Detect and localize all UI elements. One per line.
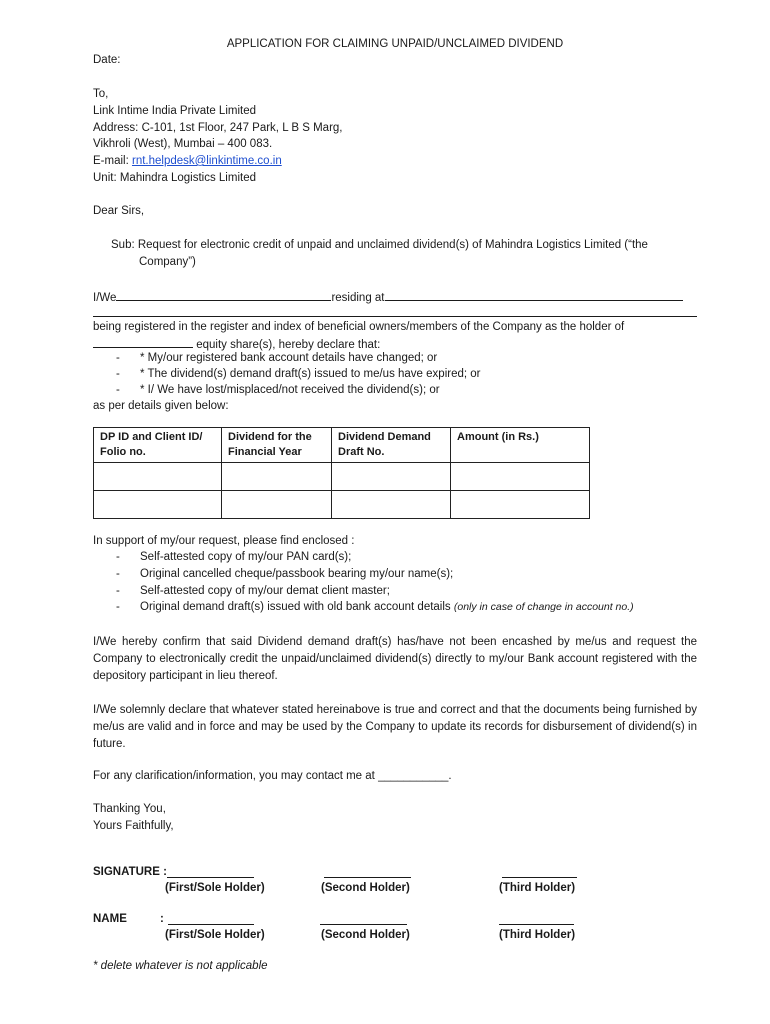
name-blank[interactable] [116,288,331,301]
enclosure-item: Original demand draft(s) issued with old bank account details [140,601,451,613]
address-blank[interactable] [385,288,683,301]
address-line2: Vikhroli (West), Mumbai – 400 083. [93,138,273,150]
enclosures-intro: In support of my/our request, please find enclosed : [93,535,355,547]
footnote: * delete whatever is not applicable [93,960,268,972]
holder-label-second: (Second Holder) [321,929,410,941]
bullet-dash: - [116,585,120,597]
equity-text: equity share(s), hereby declare that: [196,339,381,351]
address-to: To, [93,88,109,100]
email-link[interactable]: rnt.helpdesk@linkintime.co.in [131,155,282,167]
signature-second-line[interactable] [324,877,411,878]
as-per-text: as per details given below: [93,400,229,412]
residing-label: residing at [331,292,385,304]
table-cell[interactable] [451,463,590,491]
enclosure-item-row [140,600,634,614]
share-count-blank[interactable] [93,335,193,348]
table-cell[interactable] [222,491,332,519]
address-line1: Address: C-101, 1st Floor, 247 Park, L B S Marg, [93,122,343,134]
header-amount: Amount (in Rs.) [451,428,590,463]
details-table [93,427,590,519]
declaration-option: * My/our registered bank account details have changed; or [140,352,438,364]
address-company: Link Intime India Private Limited [93,105,256,117]
header-dp-id: DP ID and Client ID/ Folio no. [94,428,222,463]
contact-text: For any clarification/information, you may contact me at ___________. [93,770,452,782]
name-first-line[interactable] [168,924,254,925]
bullet-dash: - [116,551,120,563]
bullet-dash: - [116,568,120,580]
name-colon: : [160,913,164,925]
bullet-dash: - [116,368,120,380]
enclosure-item: Original cancelled cheque/passbook bearing my/our name(s); [140,568,454,580]
table-row [94,463,590,491]
address-blank-line2[interactable] [93,316,697,317]
closing-yours: Yours Faithfully, [93,820,174,832]
table-cell[interactable] [222,463,332,491]
subject-line1: Sub: Request for electronic credit of unpaid and unclaimed dividend(s) of Mahindra Logistics Limited (“the [111,239,648,251]
table-header-row [94,428,590,463]
holder-label-third: (Third Holder) [499,882,576,894]
salutation: Dear Sirs, [93,205,145,217]
confirm-paragraph: I/We hereby confirm that said Dividend demand draft(s) has/have not been encashed by me/us and request the Company to electronically credit the unpaid/unclaimed dividend(s) directly to my/our Bank account registered with the depository participant in lieu thereof. [93,636,697,682]
holder-label-second: (Second Holder) [321,882,410,894]
declaration-iwe-row [93,288,683,305]
subject-line2: Company”) [139,256,196,268]
name-third-line[interactable] [499,924,574,925]
solemn-paragraph: I/We solemnly declare that whatever stated hereinabove is true and correct and that the documents being furnished by me/us are valid and in force and may be used by the Company to update its records for disbursement of dividend(s) in future. [93,704,697,750]
table-cell[interactable] [94,491,222,519]
table-cell[interactable] [332,463,451,491]
name-label: NAME [93,913,127,925]
table-cell[interactable] [451,491,590,519]
being-registered-text: being registered in the register and index of beneficial owners/members of the Company as the holder of [93,321,625,333]
header-financial-year: Dividend for the Financial Year [222,428,332,463]
signature-third-line[interactable] [502,877,577,878]
email-label: E-mail: [93,155,132,167]
signature-first-line[interactable] [167,877,254,878]
table-cell[interactable] [94,463,222,491]
name-second-line[interactable] [320,924,407,925]
iwe-label: I/We [93,292,117,304]
holder-label-first: (First/Sole Holder) [165,882,265,894]
enclosure-item: Self-attested copy of my/our demat client master; [140,585,390,597]
address-email-row [93,154,282,168]
address-unit: Unit: Mahindra Logistics Limited [93,172,256,184]
equity-row [93,335,380,352]
holder-label-third: (Third Holder) [499,929,576,941]
table-cell[interactable] [332,491,451,519]
bullet-dash: - [116,601,120,613]
closing-thanks: Thanking You, [93,803,166,815]
holder-label-first: (First/Sole Holder) [165,929,265,941]
table-row [94,491,590,519]
bullet-dash: - [116,384,120,396]
header-draft-no: Dividend Demand Draft No. [332,428,451,463]
document-title: APPLICATION FOR CLAIMING UNPAID/UNCLAIMED DIVIDEND [226,38,564,50]
declaration-option: * I/ We have lost/misplaced/not received the dividend(s); or [140,384,440,396]
declaration-option: * The dividend(s) demand draft(s) issued to me/us have expired; or [140,368,481,380]
enclosure-item: Self-attested copy of my/our PAN card(s); [140,551,352,563]
signature-label: SIGNATURE : [93,866,167,878]
enclosure-note: (only in case of change in account no.) [453,601,634,613]
bullet-dash: - [116,352,120,364]
date-label: Date: [93,54,121,66]
